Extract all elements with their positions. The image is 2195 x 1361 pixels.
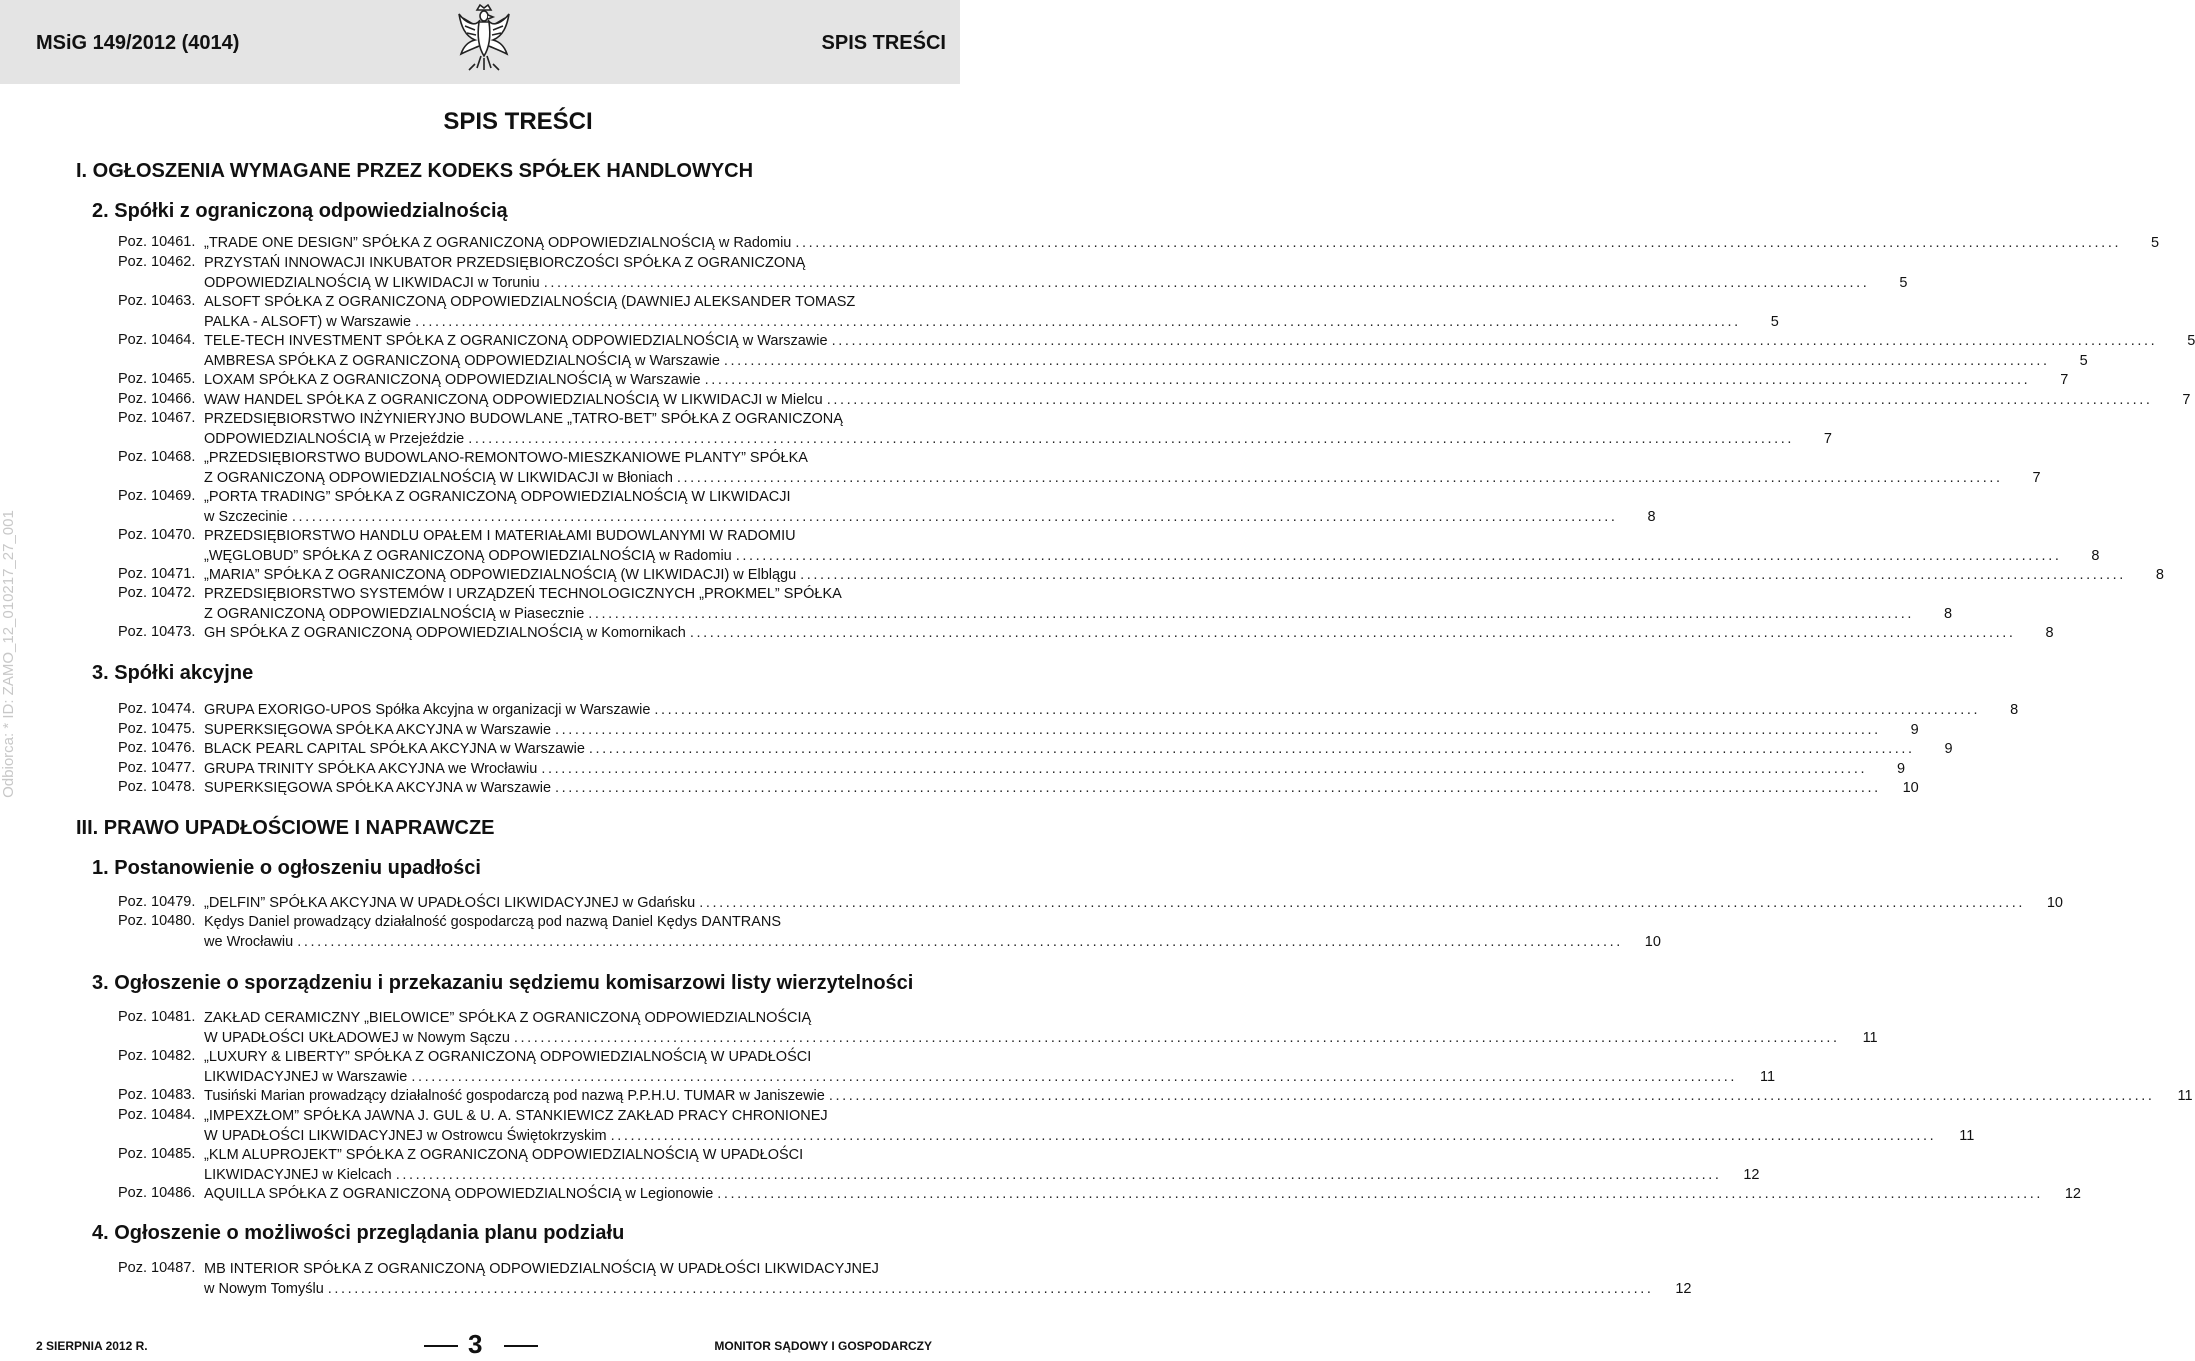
toc-entry [118, 254, 1908, 293]
entry-page-number: 5 [2079, 353, 2088, 369]
entry-title-line: GRUPA TRINITY SPÓŁKA AKCYJNA we Wrocławiu [204, 760, 537, 780]
entry-position-number: Poz. 10473. [118, 624, 196, 640]
toc-entry [118, 566, 2164, 586]
section-label: SPIS TREŚCI [821, 32, 946, 54]
entry-title-line: PRZEDSIĘBIORSTWO HANDLU OPAŁEM I MATERIAŁAMI BUDOWLANYMI W RADOMIU [204, 528, 796, 544]
dot-leader: ........................................................................................................................................................................................................ [704, 372, 2031, 388]
entry-title-line: PRZYSTAŃ INNOWACJI INKUBATOR PRZEDSIĘBIORCZOŚCI SPÓŁKA Z OGRANICZONĄ [204, 255, 806, 271]
entry-title-line: ZAKŁAD CERAMICZNY „BIELOWICE” SPÓŁKA Z OGRANICZONĄ ODPOWIEDZIALNOŚCIĄ [204, 1010, 812, 1026]
entry-position-number: Poz. 10485. [118, 1146, 196, 1162]
entry-page-number: 12 [1675, 1280, 1692, 1297]
dot-leader: ........................................................................................................................................................................................................ [826, 392, 2153, 408]
entry-title-line: LIKWIDACYJNEJ w Kielcach [204, 1166, 392, 1186]
toc-entry [118, 527, 2100, 566]
entry-title-line: TELE-TECH INVESTMENT SPÓŁKA Z OGRANICZONĄ ODPOWIEDZIALNOŚCIĄ w Warszawie [204, 332, 828, 352]
entry-position-number: Poz. 10463. [118, 293, 196, 309]
entry-position-number: Poz. 10470. [118, 527, 196, 543]
entry-position-number: Poz. 10475. [118, 721, 196, 737]
dot-leader: ........................................................................................................................................................................................................ [723, 353, 2050, 369]
dot-leader: ........................................................................................................................................................................................................ [541, 761, 1868, 777]
toc-entry [118, 352, 2088, 372]
entry-position-number: Poz. 10476. [118, 740, 196, 756]
entry-page-number: 7 [2032, 469, 2041, 486]
toc-entry [118, 1087, 2193, 1107]
toc-entry [118, 1009, 1878, 1048]
entry-page-number: 5 [2187, 333, 2195, 349]
toc-entry [118, 624, 2054, 644]
entry-title-line: „KLM ALUPROJEKT” SPÓŁKA Z OGRANICZONĄ ODPOWIEDZIALNOŚCIĄ W UPADŁOŚCI [204, 1147, 804, 1163]
entry-position-number: Poz. 10465. [118, 371, 196, 387]
entry-title-line: LOXAM SPÓŁKA Z OGRANICZONĄ ODPOWIEDZIALNOŚCIĄ w Warszawie [204, 371, 701, 391]
dot-leader: ........................................................................................................................................................................................................ [689, 625, 2016, 641]
entry-title-line: ALSOFT SPÓŁKA Z OGRANICZONĄ ODPOWIEDZIALNOŚCIĄ (DAWNIEJ ALEKSANDER TOMASZ [204, 294, 856, 310]
entry-page-number: 12 [1743, 1166, 1760, 1183]
polish-eagle-emblem-icon [455, 2, 513, 74]
entry-position-number: Poz. 10466. [118, 391, 196, 407]
entry-title-line: PRZEDSIĘBIORSTWO INŻYNIERYJNO BUDOWLANE „TATRO-BET” SPÓŁKA Z OGRANICZONĄ [204, 411, 843, 427]
dot-leader: ........................................................................................................................................................................................................ [327, 1280, 1654, 1297]
entry-page-number: 5 [2151, 235, 2160, 251]
subsection-heading-3-4: 4. Ogłoszenie o możliwości przeglądania planu podziału [92, 1222, 625, 1244]
dot-leader: ........................................................................................................................................................................................................ [513, 1029, 1840, 1046]
entry-title-line: „PORTA TRADING” SPÓŁKA Z OGRANICZONĄ ODPOWIEDZIALNOŚCIĄ W LIKWIDACJI [204, 489, 791, 505]
toc-entry [118, 391, 2191, 411]
entry-page-number: 11 [1759, 1068, 1776, 1085]
toc-entry [118, 449, 2041, 488]
entry-title-line: Kędys Daniel prowadzący działalność gospodarczą pod nazwą Daniel Kędys DANTRANS [204, 914, 782, 930]
dot-leader: ........................................................................................................................................................................................................ [828, 1088, 2155, 1104]
entry-title-line: PALKA - ALSOFT) w Warszawie [204, 313, 411, 333]
toc-entry [118, 721, 1919, 741]
toc-entry [118, 894, 2063, 914]
entry-page-number: 8 [2045, 625, 2054, 641]
subsection-heading-3-3: 3. Ogłoszenie o sporządzeniu i przekazaniu sędziemu komisarzowi listy wierzytelności [92, 972, 914, 994]
entry-title-line: SUPERKSIĘGOWA SPÓŁKA AKCYJNA w Warszawie [204, 721, 551, 741]
dot-leader: ........................................................................................................................................................................................................ [291, 508, 1618, 525]
toc-entry [118, 488, 1656, 527]
recipient-id-watermark: Odbiorca: * ID: ZAMO_12_010217_27_001 [0, 510, 17, 798]
entry-position-number: Poz. 10464. [118, 332, 196, 348]
entry-page-number: 11 [1959, 1127, 1975, 1144]
entry-position-number: Poz. 10462. [118, 254, 196, 270]
entry-position-number: Poz. 10471. [118, 566, 196, 582]
toc-entry [118, 913, 1661, 952]
entry-page-number: 7 [2182, 392, 2191, 408]
entry-title-line: GH SPÓŁKA Z OGRANICZONĄ ODPOWIEDZIALNOŚCIĄ w Komornikach [204, 624, 686, 644]
entry-page-number: 10 [1644, 933, 1661, 950]
entry-title-line: we Wrocławiu [204, 933, 293, 953]
entry-title-line: „DELFIN” SPÓŁKA AKCYJNA W UPADŁOŚCI LIKWIDACYJNEJ w Gdańsku [204, 894, 695, 914]
entry-position-number: Poz. 10478. [118, 779, 196, 795]
entry-position-number: Poz. 10483. [118, 1087, 196, 1103]
entry-title-line: AQUILLA SPÓŁKA Z OGRANICZONĄ ODPOWIEDZIALNOŚCIĄ w Legionowie [204, 1185, 713, 1205]
dot-leader: ........................................................................................................................................................................................................ [411, 1068, 1738, 1085]
entry-page-number: 9 [1944, 741, 1953, 757]
entry-title-line: „IMPEXZŁOM” SPÓŁKA JAWNA J. GUL & U. A. STANKIEWICZ ZAKŁAD PRACY CHRONIONEJ [204, 1108, 828, 1124]
subsection-heading-3: 3. Spółki akcyjne [92, 662, 254, 684]
page-title: SPIS TREŚCI [443, 108, 593, 135]
entry-page-number: 7 [2060, 372, 2069, 388]
publication-name: MONITOR SĄDOWY I GOSPODARCZY [714, 1339, 932, 1353]
entry-title-line: w Nowym Tomyślu [204, 1280, 324, 1300]
entry-position-number: Poz. 10484. [118, 1107, 196, 1123]
dot-leader: ........................................................................................................................................................................................................ [555, 780, 1881, 796]
entry-title-line: ODPOWIEDZIALNOŚCIĄ W LIKWIDACJI w Toruniu [204, 274, 540, 294]
toc-entry [118, 740, 1953, 760]
toc-entry [118, 779, 1919, 799]
dot-leader: ........................................................................................................................................................................................................ [800, 567, 2126, 583]
entry-title-line: AMBRESA SPÓŁKA Z OGRANICZONĄ ODPOWIEDZIALNOŚCIĄ w Warszawie [204, 352, 720, 372]
toc-entry [118, 371, 2069, 391]
dot-leader: ........................................................................................................................................................................................................ [415, 313, 1741, 330]
toc-entry [118, 1146, 1760, 1185]
toc-entry [118, 234, 2160, 254]
entry-position-number: Poz. 10472. [118, 585, 196, 601]
entry-title-line: Tusiński Marian prowadzący działalność gospodarczą pod nazwą P.P.H.U. TUMAR w Janiszewie [204, 1087, 825, 1107]
entry-page-number: 5 [1770, 313, 1779, 330]
dot-leader: ........................................................................................................................................................................................................ [395, 1166, 1722, 1183]
toc-entry [118, 332, 2195, 352]
dot-leader: ........................................................................................................................................................................................................ [735, 547, 2062, 564]
entry-page-number: 7 [1823, 430, 1832, 447]
entry-title-line: „TRADE ONE DESIGN” SPÓŁKA Z OGRANICZONĄ ODPOWIEDZIALNOŚCIĄ w Radomiu [204, 234, 791, 254]
entry-page-number: 8 [1943, 605, 1953, 622]
dot-leader: ........................................................................................................................................................................................................ [588, 605, 1915, 622]
entry-title-line: PRZEDSIĘBIORSTWO SYSTEMÓW I URZĄDZEŃ TECHNOLOGICZNYCH „PROKMEL” SPÓŁKA [204, 586, 842, 602]
toc-entry [118, 293, 1779, 332]
entry-title-line: W UPADŁOŚCI UKŁADOWEJ w Nowym Sączu [204, 1029, 510, 1049]
toc-entry [118, 585, 1953, 624]
entry-page-number: 12 [2064, 1186, 2081, 1202]
dot-leader: ........................................................................................................................................................................................................ [588, 741, 1915, 757]
entry-position-number: Poz. 10480. [118, 913, 196, 929]
page-number-rule-right [504, 1345, 538, 1347]
entry-title-line: Z OGRANICZONĄ ODPOWIEDZIALNOŚCIĄ W LIKWIDACJI w Błoniach [204, 469, 673, 489]
dot-leader: ........................................................................................................................................................................................................ [610, 1127, 1937, 1144]
dot-leader: ........................................................................................................................................................................................................ [795, 235, 2122, 251]
entry-position-number: Poz. 10479. [118, 894, 196, 910]
entry-title-line: w Szczecinie [204, 508, 288, 528]
entry-page-number: 11 [2177, 1088, 2193, 1104]
entry-title-line: Z OGRANICZONĄ ODPOWIEDZIALNOŚCIĄ w Piasecznie [204, 605, 584, 625]
entry-page-number: 9 [1910, 722, 1919, 738]
toc-entry [118, 701, 2019, 721]
entry-title-line: SUPERKSIĘGOWA SPÓŁKA AKCYJNA w Warszawie [204, 779, 551, 799]
page-header [0, 0, 960, 84]
entry-title-line: „MARIA” SPÓŁKA Z OGRANICZONĄ ODPOWIEDZIALNOŚCIĄ (W LIKWIDACJI) w Elblągu [204, 566, 796, 586]
section-heading-1: I. OGŁOSZENIA WYMAGANE PRZEZ KODEKS SPÓŁEK HANDLOWYCH [76, 160, 754, 182]
entry-page-number: 8 [1647, 508, 1656, 525]
dot-leader: ........................................................................................................................................................................................................ [555, 722, 1881, 738]
entry-title-line: WAW HANDEL SPÓŁKA Z OGRANICZONĄ ODPOWIEDZIALNOŚCIĄ W LIKWIDACJI w Mielcu [204, 391, 823, 411]
dot-leader: ........................................................................................................................................................................................................ [717, 1186, 2043, 1202]
dot-leader: ........................................................................................................................................................................................................ [831, 333, 2158, 349]
dot-leader: ........................................................................................................................................................................................................ [543, 274, 1870, 291]
entry-page-number: 8 [2091, 547, 2100, 564]
entry-page-number: 5 [1899, 274, 1908, 291]
page-number: 3 [468, 1329, 483, 1359]
dot-leader: ........................................................................................................................................................................................................ [676, 469, 2003, 486]
section-heading-3: III. PRAWO UPADŁOŚCIOWE I NAPRAWCZE [76, 817, 495, 839]
entry-title-line: „LUXURY & LIBERTY” SPÓŁKA Z OGRANICZONĄ ODPOWIEDZIALNOŚCIĄ W UPADŁOŚCI [204, 1049, 812, 1065]
entry-position-number: Poz. 10469. [118, 488, 196, 504]
dot-leader: ........................................................................................................................................................................................................ [699, 895, 2025, 911]
entry-position-number: Poz. 10474. [118, 701, 196, 717]
entry-position-number: Poz. 10482. [118, 1048, 196, 1064]
subsection-heading-2: 2. Spółki z ograniczoną odpowiedzialnością [92, 200, 508, 222]
toc-entry [118, 1048, 1776, 1087]
entry-page-number: 11 [1862, 1029, 1878, 1046]
issue-number: MSiG 149/2012 (4014) [36, 32, 240, 54]
entry-title-line: MB INTERIOR SPÓŁKA Z OGRANICZONĄ ODPOWIEDZIALNOŚCIĄ W UPADŁOŚCI LIKWIDACYJNEJ [204, 1261, 879, 1277]
dot-leader: ........................................................................................................................................................................................................ [468, 430, 1794, 447]
entry-position-number: Poz. 10486. [118, 1185, 196, 1201]
entry-title-line: GRUPA EXORIGO-UPOS Spółka Akcyjna w organizacji w Warszawie [204, 701, 650, 721]
entry-page-number: 8 [2155, 567, 2164, 583]
entry-page-number: 8 [2010, 702, 2019, 718]
dot-leader: ........................................................................................................................................................................................................ [654, 702, 1981, 718]
entry-position-number: Poz. 10468. [118, 449, 196, 465]
entry-position-number: Poz. 10481. [118, 1009, 196, 1025]
toc-entry [118, 1260, 1692, 1299]
toc-entry [118, 760, 1906, 780]
entry-position-number: Poz. 10467. [118, 410, 196, 426]
entry-title-line: „WĘGLOBUD” SPÓŁKA Z OGRANICZONĄ ODPOWIEDZIALNOŚCIĄ w Radomiu [204, 547, 732, 567]
toc-entry [118, 1185, 2081, 1205]
entry-position-number: Poz. 10461. [118, 234, 196, 250]
entry-page-number: 10 [1902, 780, 1919, 796]
entry-title-line: „PRZEDSIĘBIORSTWO BUDOWLANO-REMONTOWO-MIESZKANIOWE PLANTY” SPÓŁKA [204, 450, 808, 466]
dot-leader: ........................................................................................................................................................................................................ [297, 933, 1623, 950]
entry-title-line: W UPADŁOŚCI LIKWIDACYJNEJ w Ostrowcu Świętokrzyskim [204, 1127, 607, 1147]
entry-position-number: Poz. 10487. [118, 1260, 196, 1276]
entry-title-line: ODPOWIEDZIALNOŚCIĄ w Przejeździe [204, 430, 464, 450]
entry-page-number: 10 [2046, 895, 2063, 911]
entry-page-number: 9 [1897, 761, 1906, 777]
issue-date: 2 SIERPNIA 2012 R. [36, 1339, 148, 1353]
entry-title-line: LIKWIDACYJNEJ w Warszawie [204, 1068, 407, 1088]
subsection-heading-3-1: 1. Postanowienie o ogłoszeniu upadłości [92, 857, 481, 879]
entry-title-line: BLACK PEARL CAPITAL SPÓŁKA AKCYJNA w Warszawie [204, 740, 585, 760]
entry-position-number: Poz. 10477. [118, 760, 196, 776]
toc-entry [118, 410, 1832, 449]
page-number-rule-left [424, 1345, 458, 1347]
toc-entry [118, 1107, 1975, 1146]
